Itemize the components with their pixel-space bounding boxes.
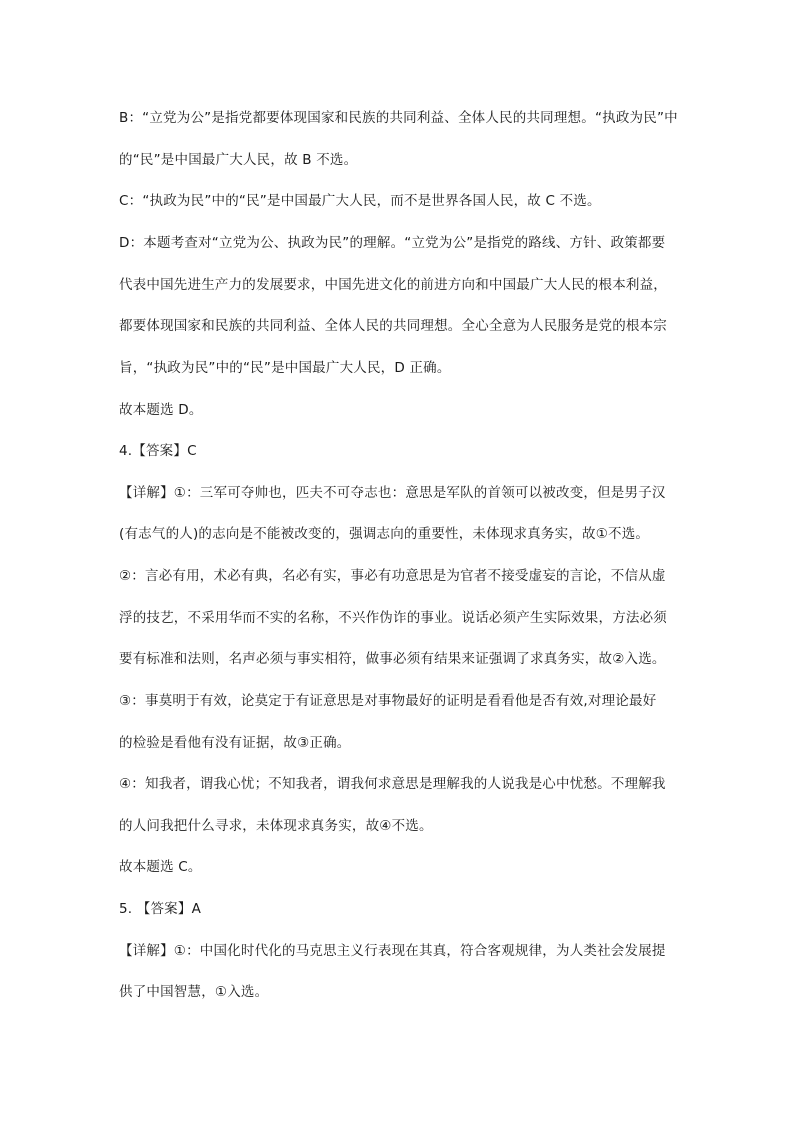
paragraph-line: 的“民”是中国最广大人民，故 B 不选。 xyxy=(119,152,358,168)
paragraph-line: (有志气的人)的志向是不能被改变的，强调志向的重要性，未体现求真务实，故①不选。 xyxy=(119,526,650,542)
paragraph-line: 旨，“执政为民”中的“民”是中国最广大人民，D 正确。 xyxy=(119,360,451,376)
paragraph-line: 故本题选 C。 xyxy=(119,859,202,875)
paragraph-line: 的人问我把什么寻求，未体现求真务实，故④不选。 xyxy=(119,818,433,834)
paragraph-line: ④：知我者，谓我心忧；不知我者，谓我何求意思是理解我的人说我是心中忧愁。不理解我 xyxy=(119,776,666,792)
paragraph-line: 【详解】①：三军可夺帅也，匹夫不可夺志也：意思是军队的首领可以被改变，但是男子汉 xyxy=(119,485,666,501)
answer-heading: 4.【答案】C xyxy=(119,443,197,459)
paragraph-line: D：本题考查对“立党为公、执政为民”的理解。“立党为公”是指党的路线、方针、政策都要 xyxy=(119,235,666,251)
paragraph-line: ③：事莫明于有效，论莫定于有证意思是对事物最好的证明是看看他是否有效,对理论最好 xyxy=(119,693,657,709)
paragraph-line: 都要体现国家和民族的共同利益、全体人民的共同理想。全心全意为人民服务是党的根本宗 xyxy=(119,318,667,334)
paragraph-line: C：“执政为民”中的“民”是中国最广大人民，而不是世界各国人民，故 C 不选。 xyxy=(119,193,601,209)
paragraph-line: 【详解】①：中国化时代化的马克思主义行表现在其真，符合客观规律，为人类社会发展提 xyxy=(119,943,666,959)
paragraph-line: 故本题选 D。 xyxy=(119,402,203,418)
paragraph-line: 代表中国先进生产力的发展要求，中国先进文化的前进方向和中国最广大人民的根本利益， xyxy=(119,277,667,293)
answer-heading: 5. 【答案】A xyxy=(119,901,202,917)
paragraph-line: 要有标准和法则，名声必须与事实相符，做事必须有结果来证强调了求真务实，故②入选。 xyxy=(119,651,666,667)
paragraph-line: 浮的技艺，不采用华而不实的名称，不兴作伪诈的事业。说话必须产生实际效果，方法必须 xyxy=(119,610,667,626)
paragraph-line: B：“立党为公”是指党都要体现国家和民族的共同利益、全体人民的共同理想。“执政为民”中 xyxy=(119,110,678,126)
paragraph-line: 供了中国智慧，①入选。 xyxy=(119,984,269,1000)
paragraph-line: ②：言必有用，术必有典，名必有实，事必有功意思是为官者不接受虚妄的言论，不信从虚 xyxy=(119,568,666,584)
paragraph-line: 的检验是看他有没有证据，故③正确。 xyxy=(119,735,351,751)
